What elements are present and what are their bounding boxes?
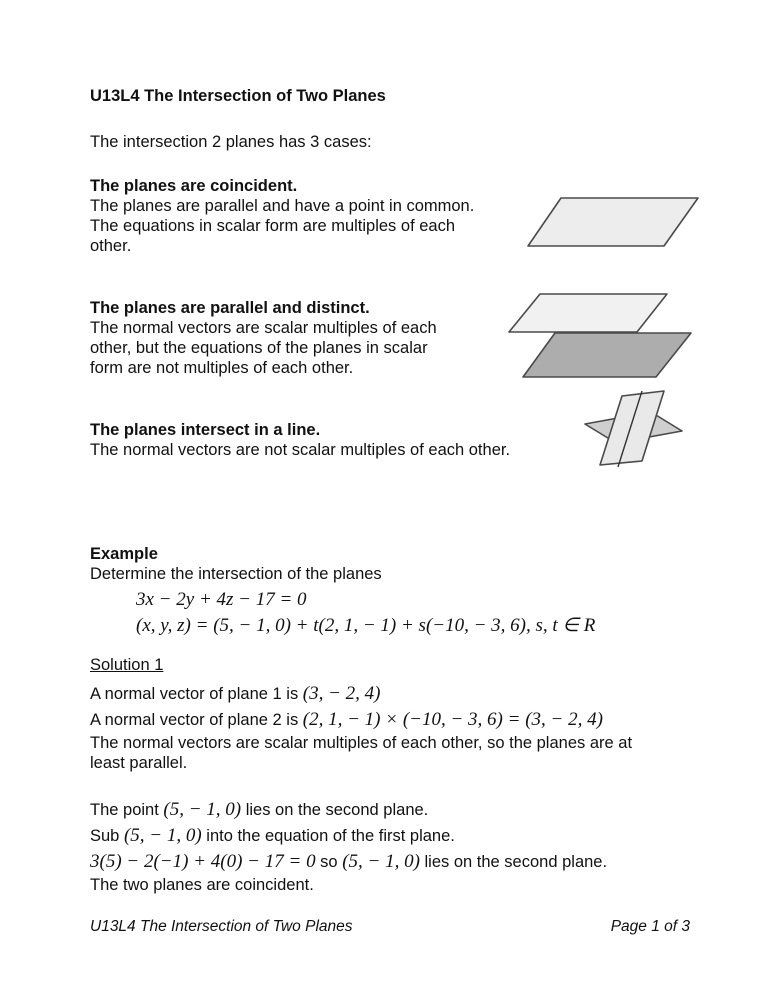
case-body-line: The normal vectors are not scalar multiples of each other. (90, 441, 511, 459)
text-fragment: A normal vector of plane 1 is (90, 685, 303, 703)
intersecting-planes-icon (583, 390, 685, 468)
math-expression: (2, 1, − 1) × (−10, − 3, 6) = (3, − 2, 4) (302, 709, 603, 730)
math-expression: (5, − 1, 0) (163, 799, 242, 820)
spacer (90, 773, 690, 797)
math-expression: (5, − 1, 0) (123, 825, 202, 846)
page-title: U13L4 The Intersection of Two Planes (90, 87, 386, 105)
text-fragment: lies on the second plane. (419, 853, 608, 871)
solution-line-normal2 (90, 707, 690, 733)
equation-vector: (x, y, z) = (5, − 1, 0) + t(2, 1, − 1) + s(−10, − 3, 6), s, t ∈ R (136, 615, 596, 636)
case-body-line: other. (90, 237, 132, 255)
footer-page-number: Page 1 of 3 (610, 918, 690, 935)
text-fragment: into the equation of the first plane. (201, 827, 455, 845)
solution-line-parallel-1: The normal vectors are scalar multiples of each other, so the planes are at (90, 734, 633, 752)
example-heading: Example (90, 545, 158, 563)
math-expression: 3(5) − 2(−1) + 4(0) − 17 = 0 (90, 851, 316, 872)
case-heading: The planes are parallel and distinct. (90, 299, 370, 317)
example-equations (136, 587, 690, 639)
page-footer (90, 918, 690, 936)
intro-text: The intersection 2 planes has 3 cases: (90, 133, 372, 151)
solution-conclusion: The two planes are coincident. (90, 876, 314, 894)
case-body-line: The planes are parallel and have a point in common. (90, 197, 475, 215)
text-fragment: The point (90, 801, 164, 819)
case-intersecting (90, 420, 690, 460)
text-fragment: A normal vector of plane 2 is (90, 711, 303, 729)
footer-title: U13L4 The Intersection of Two Planes (90, 918, 353, 935)
text-fragment: so (315, 853, 343, 871)
text-fragment: Sub (90, 827, 124, 845)
solution-line-check (90, 849, 690, 875)
case-body-line: The normal vectors are scalar multiples of each (90, 319, 437, 337)
case-body-line: form are not multiples of each other. (90, 359, 354, 377)
example-intro: Determine the intersection of the planes (90, 565, 382, 583)
solution-heading: Solution 1 (90, 656, 164, 674)
solution-line-parallel-2: least parallel. (90, 754, 188, 772)
solution-line-point (90, 797, 690, 823)
example-section (90, 544, 690, 639)
solution-section (90, 655, 690, 895)
parallel-distinct-planes-icon (507, 292, 693, 379)
case-body-line: The equations in scalar form are multiples of each (90, 217, 456, 235)
case-parallel-distinct (90, 298, 690, 378)
case-body-line: other, but the equations of the planes in scalar (90, 339, 428, 357)
coincident-planes-icon (526, 196, 700, 248)
case-heading: The planes are coincident. (90, 177, 298, 195)
math-expression: (5, − 1, 0) (342, 851, 420, 872)
equation-scalar: 3x − 2y + 4z − 17 = 0 (136, 589, 307, 610)
math-expression: (3, − 2, 4) (302, 683, 381, 704)
solution-line-normal1 (90, 681, 690, 707)
case-coincident (90, 176, 690, 256)
solution-line-sub (90, 823, 690, 849)
text-fragment: lies on the second plane. (241, 801, 429, 819)
case-heading: The planes intersect in a line. (90, 421, 321, 439)
